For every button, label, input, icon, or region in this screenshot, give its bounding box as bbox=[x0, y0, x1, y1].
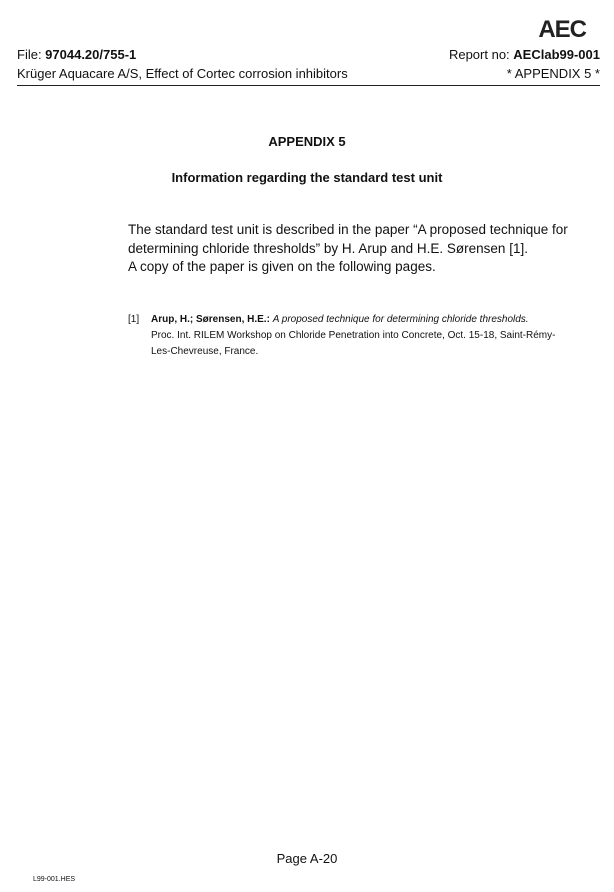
report-label: Report no: bbox=[448, 47, 514, 62]
header-row-subject bbox=[17, 66, 600, 82]
body-line: determining chloride thresholds” by H. Arup and H.E. Sørensen [1]. bbox=[128, 240, 528, 256]
body-line: The standard test unit is described in the paper “A proposed technique for bbox=[128, 222, 568, 237]
report-info bbox=[449, 47, 600, 63]
body-line: A copy of the paper is given on the following pages. bbox=[128, 259, 436, 274]
page-number: Page A-20 bbox=[276, 851, 338, 866]
body-paragraph bbox=[128, 221, 568, 277]
reference-source: Les-Chevreuse, France. bbox=[151, 346, 259, 357]
file-number: 97044.20/755-1 bbox=[45, 47, 137, 62]
page-subtitle: Information regarding the standard test unit bbox=[171, 170, 443, 185]
reference-body bbox=[151, 312, 561, 360]
reference-authors: Arup, H.; Sørensen, H.E.: bbox=[151, 314, 270, 325]
file-label: File: bbox=[17, 47, 46, 62]
page-title: APPENDIX 5 bbox=[268, 134, 346, 149]
appendix-tag: * APPENDIX 5 * bbox=[506, 66, 600, 81]
subject: Krüger Aquacare A/S, Effect of Cortec corrosion inhibitors bbox=[17, 66, 348, 81]
reference-title: A proposed technique for determining chloride thresholds. bbox=[272, 314, 529, 325]
aec-logo: AEC bbox=[538, 16, 586, 43]
reference-number: [1] bbox=[128, 314, 140, 325]
reference-citation bbox=[151, 312, 561, 328]
report-number: AEClab99-001 bbox=[513, 47, 600, 62]
header-row-file bbox=[17, 47, 600, 63]
header-divider bbox=[17, 85, 600, 86]
file-info bbox=[17, 47, 136, 63]
reference-source: Proc. Int. RILEM Workshop on Chloride Penetration into Concrete, Oct. 15-18, Saint-Rémy- bbox=[151, 330, 556, 341]
file-code: L99-001.HES bbox=[33, 876, 76, 883]
